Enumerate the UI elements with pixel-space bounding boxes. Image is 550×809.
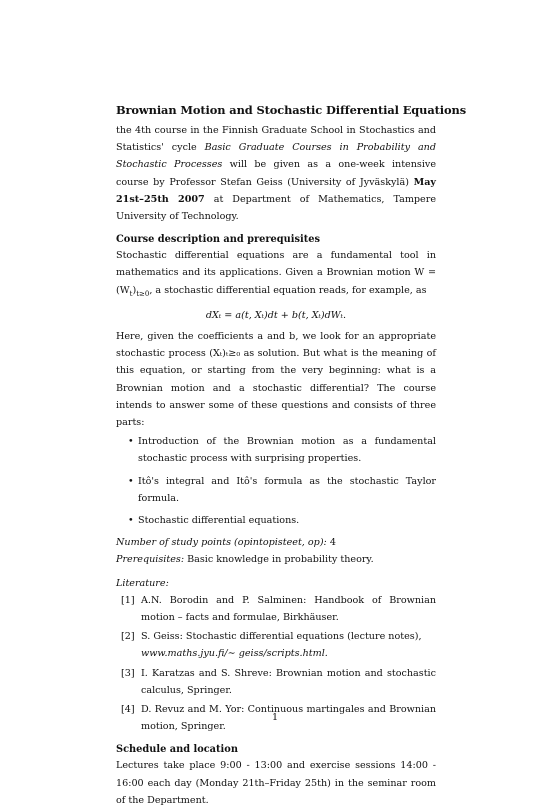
reference-number: [2] bbox=[121, 631, 135, 643]
list-item-text: Itô's integral and Itô's formula as the stochastic Taylor formula. bbox=[138, 475, 436, 504]
intro-text-2: will be given as a one-week intensive course by Professor Stefan Geiss (University of Jyväskylä) bbox=[116, 159, 437, 188]
intro-text-3: at Department of Mathematics, Tampere University of Technology. bbox=[116, 193, 436, 223]
subscript-t: t bbox=[129, 289, 133, 298]
study-points-line bbox=[116, 534, 436, 551]
list-item-text: Stochastic differential equations. bbox=[138, 514, 300, 526]
reference-text: I. Karatzas and S. Shreve: Brownian motion and stochastic calculus, Springer. bbox=[141, 667, 436, 696]
reference-item bbox=[121, 628, 436, 662]
prerequisites-value: Basic knowledge in probability theory. bbox=[184, 554, 374, 566]
subscript-t-range: t≥0 bbox=[136, 289, 150, 298]
course-parts-list bbox=[116, 433, 436, 529]
literature-label: Literature: bbox=[116, 577, 169, 589]
description-paragraph-1: Stochastic differential equations are a fundamental tool in mathematics and its applications. Given a Brownian motion $W = (W_t)_{t\ge 0}$, a stochastic differential equation reads, for example, as bbox=[116, 250, 436, 298]
section-heading-description: Course description and prerequisites bbox=[116, 234, 320, 246]
intro-cycle-name: Basic Graduate Courses in Probability and Stochastic Processes bbox=[116, 142, 436, 171]
list-item bbox=[128, 433, 436, 467]
bullet-icon: • bbox=[128, 436, 134, 448]
prerequisites-line bbox=[116, 551, 436, 568]
sde-equation: dXₜ = a(t, Xₜ)dt + b(t, Xₜ)dWₜ. bbox=[205, 309, 347, 321]
page-title: Brownian Motion and Stochastic Differential Equations bbox=[116, 103, 467, 117]
intro-paragraph bbox=[116, 122, 436, 225]
reference-text: D. Revuz and M. Yor: Continuous martingales and Brownian motion, Springer. bbox=[141, 704, 436, 733]
study-points-value: 4 bbox=[326, 537, 336, 549]
reference-text: A.N. Borodin and P. Salminen: Handbook of Brownian motion – facts and formulae, Birkhäuser. bbox=[141, 594, 436, 623]
reference-url[interactable]: www.maths.jyu.fi/∼ geiss/scripts.html. bbox=[141, 648, 328, 660]
reference-item bbox=[121, 592, 436, 626]
reference-item bbox=[121, 665, 436, 699]
reference-number: [4] bbox=[121, 704, 135, 715]
intro-text-1: the 4th course in the Finnish Graduate School in Stochastics and Statistics' cycle bbox=[116, 125, 436, 154]
reference-text: S. Geiss: Stochastic differential equations (lecture notes), bbox=[141, 631, 422, 643]
list-item-text: Introduction of the Brownian motion as a fundamental stochastic process with surprising properties. bbox=[138, 436, 436, 465]
description-text-1-end: , a stochastic differential equation reads, for example, as bbox=[149, 284, 427, 296]
list-item bbox=[128, 512, 436, 529]
study-points-label: Number of study points (opintopisteet, op): bbox=[116, 537, 327, 549]
section-heading-schedule: Schedule and location bbox=[116, 744, 238, 756]
reference-number: [1] bbox=[121, 594, 135, 606]
schedule-paragraph: Lectures take place 9:00 - 13:00 and exercise sessions 14:00 - 16:00 each day (Monday 21th–Friday 25th) in the seminar room of the Department. bbox=[116, 760, 436, 806]
intro-dates: May 21st–25th 2007 bbox=[116, 176, 436, 205]
description-paragraph-2: Here, given the coefficients a and b, we look for an appropriate stochastic process (Xₜ)ₜ≥₀ as solution. But what is the meaning of this equation, or starting from the very beginning: what is a Brownian motion and a stochastic differential? The course intends to answer some of these questions and consists of three parts: bbox=[116, 330, 436, 428]
page-number: 1 bbox=[271, 712, 279, 723]
prerequisites-label: Prerequisites: bbox=[116, 554, 185, 566]
list-item bbox=[128, 473, 436, 507]
bullet-icon: • bbox=[128, 514, 134, 526]
reference-number: [3] bbox=[121, 667, 135, 679]
page-content bbox=[116, 103, 467, 809]
bullet-icon: • bbox=[128, 475, 134, 487]
description-text-1: Stochastic differential equations are a fundamental tool in mathematics and its applications. Given a Brownian motion W = (W bbox=[116, 250, 436, 296]
